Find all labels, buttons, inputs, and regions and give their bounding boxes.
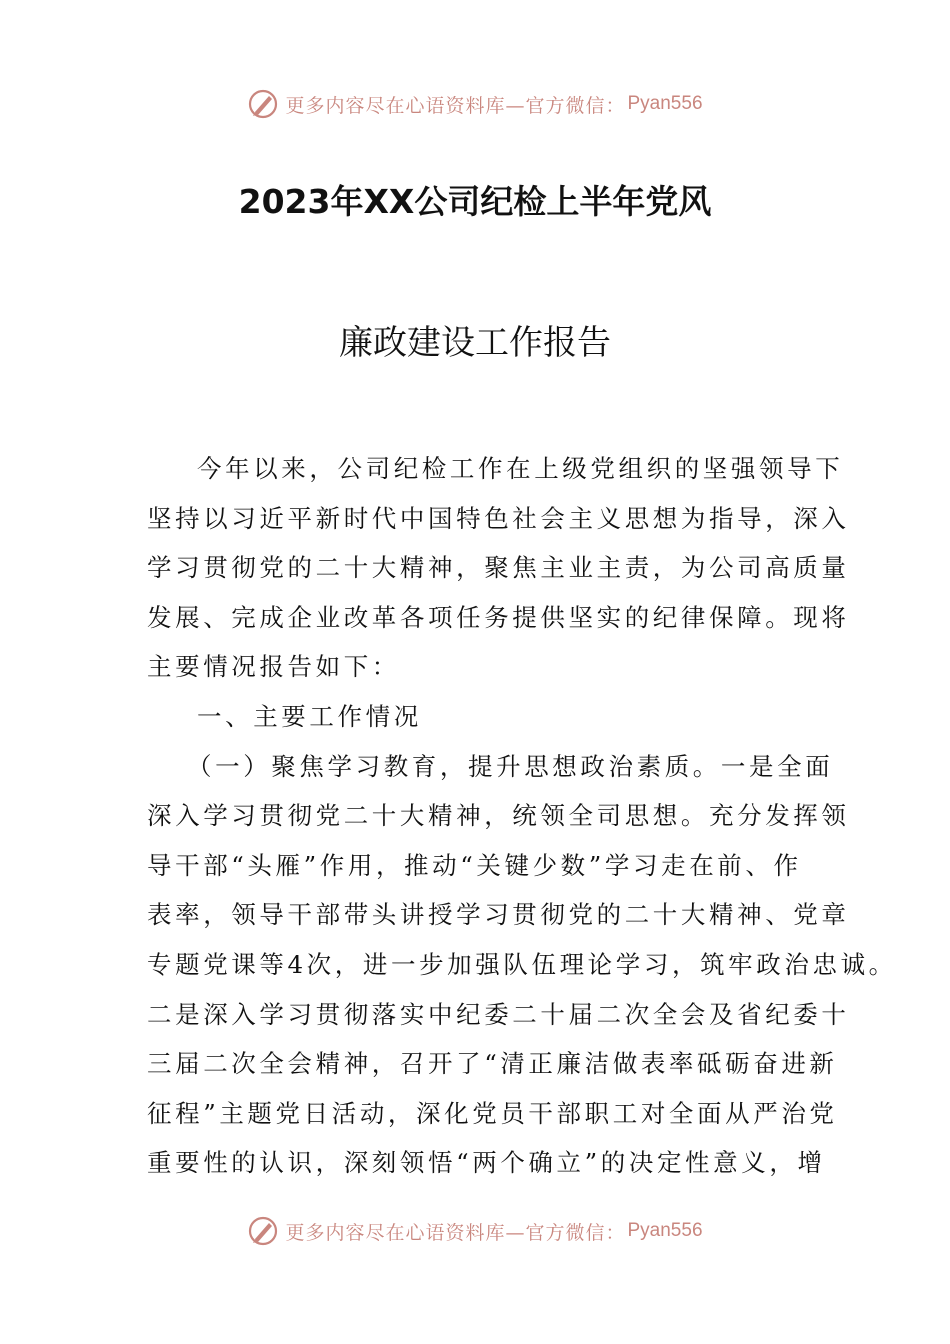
watermark-footer <box>0 1211 950 1251</box>
body-line: 学习贯彻党的二十大精神，聚焦主业主责，为公司高质量 <box>147 553 850 583</box>
body-line: 主要情况报告如下： <box>147 652 400 682</box>
body-line: 表率，领导干部带头讲授学习贯彻党的二十大精神、党章 <box>147 900 850 930</box>
body-line: 深入学习贯彻党二十大精神，统领全司思想。充分发挥领 <box>147 801 850 831</box>
body-line: 今年以来，公司纪检工作在上级党组织的坚强领导下 <box>197 454 844 483</box>
watermark-text: 更多内容尽在心语资料库—官方微信： <box>285 1221 626 1244</box>
watermark-wechat-id: Pyan556 <box>627 93 703 114</box>
body-line: 坚持以习近平新时代中国特色社会主义思想为指导，深入 <box>147 503 850 533</box>
body-line: 导干部“头雁”作用，推动“关键少数”学习走在前、作 <box>147 850 802 880</box>
body-line: 二是深入学习贯彻落实中纪委二十届二次全会及省纪委十 <box>147 999 850 1029</box>
body-line: 专题党课等4次，进一步加强队伍理论学习，筑牢政治忠诚。 <box>147 949 897 979</box>
section-heading: 一、主要工作情况 <box>197 701 422 731</box>
watermark-header <box>0 84 950 124</box>
body-line: 发展、完成企业改革各项任务提供坚实的纪律保障。现将 <box>147 602 850 632</box>
watermark-text: 更多内容尽在心语资料库—官方微信： <box>285 94 626 117</box>
document-title-line-2: 廉政建设工作报告 <box>339 323 611 363</box>
pen-logo-icon <box>247 88 279 120</box>
pen-logo-icon <box>247 1215 279 1247</box>
document-title-line-1: 2023年XX公司纪检上半年党风 <box>238 182 712 221</box>
watermark-wechat-id: Pyan556 <box>627 1220 703 1241</box>
body-line: 重要性的认识，深刻领悟“两个确立”的决定性意义，增 <box>147 1148 826 1178</box>
subsection-heading-line: （一）聚焦学习教育，提升思想政治素质。一是全面 <box>187 751 834 781</box>
body-line: 征程”主题党日活动，深化党员干部职工对全面从严治党 <box>147 1098 838 1128</box>
body-line: 三届二次全会精神，召开了“清正廉洁做表率砥砺奋进新 <box>147 1049 838 1079</box>
document-body <box>147 444 897 1188</box>
